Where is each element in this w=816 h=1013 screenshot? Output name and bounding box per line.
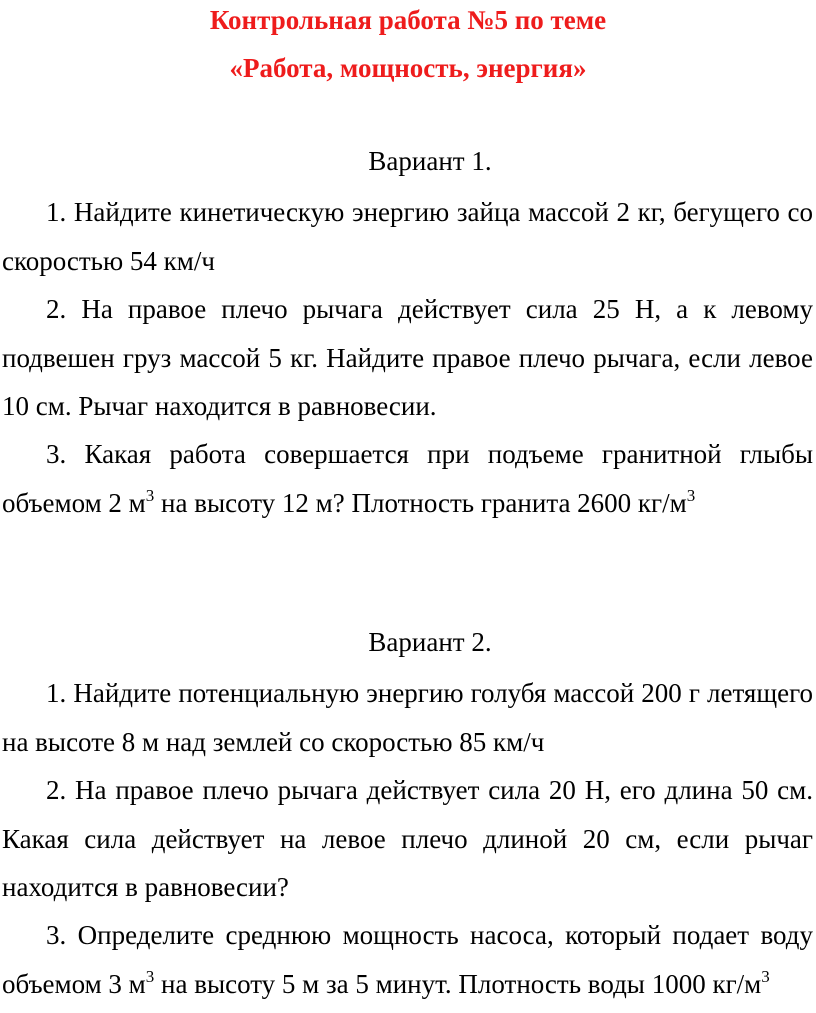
problem-text: 3. Какая работа совершается при подъеме гранитной глыбы объемом 2 м <box>2 439 813 518</box>
variant-1-problem-3 <box>2 430 813 527</box>
problem-text: 3. Определите среднюю мощность насоса, который подает воду объемом 3 м <box>2 920 813 999</box>
variant-2-problem-1: 1. Найдите потенциальную энергию голубя массой 200 г летящего на высоте 8 м над землей со скоростью 85 км/ч <box>2 678 813 757</box>
problem-text: на высоту 12 м? Плотность гранита 2600 кг/м <box>154 487 687 518</box>
variant-1-problem-2: 2. На правое плечо рычага действует сила 25 Н, а к левому подвешен груз массой 5 кг. Найдите правое плечо рычага, если левое 10 см. Рычаг находится в равновесии. <box>2 294 813 421</box>
variant-2-heading: Вариант 2. <box>368 627 492 657</box>
superscript: 3 <box>145 966 155 986</box>
document-title-line-2: «Работа, мощность, энергия» <box>229 53 587 83</box>
problem-text: на высоту 5 м за 5 минут. Плотность воды 1000 кг/м <box>154 968 762 999</box>
superscript: 3 <box>686 485 696 505</box>
document-title-line-1: Контрольная работа №5 по теме <box>209 5 607 35</box>
variant-2-problem-2: 2. На правое плечо рычага действует сила 20 Н, его длина 50 см. Какая сила действует на левое плечо длиной 20 см, если рычаг находится в равновесии? <box>2 775 813 902</box>
superscript: 3 <box>761 966 770 986</box>
variant-1-problem-1: 1. Найдите кинетическую энергию зайца массой 2 кг, бегущего со скоростью 54 км/ч <box>2 197 813 276</box>
variant-2-problem-3 <box>2 911 813 1008</box>
superscript: 3 <box>145 485 155 505</box>
variant-1-heading: Вариант 1. <box>368 146 492 176</box>
